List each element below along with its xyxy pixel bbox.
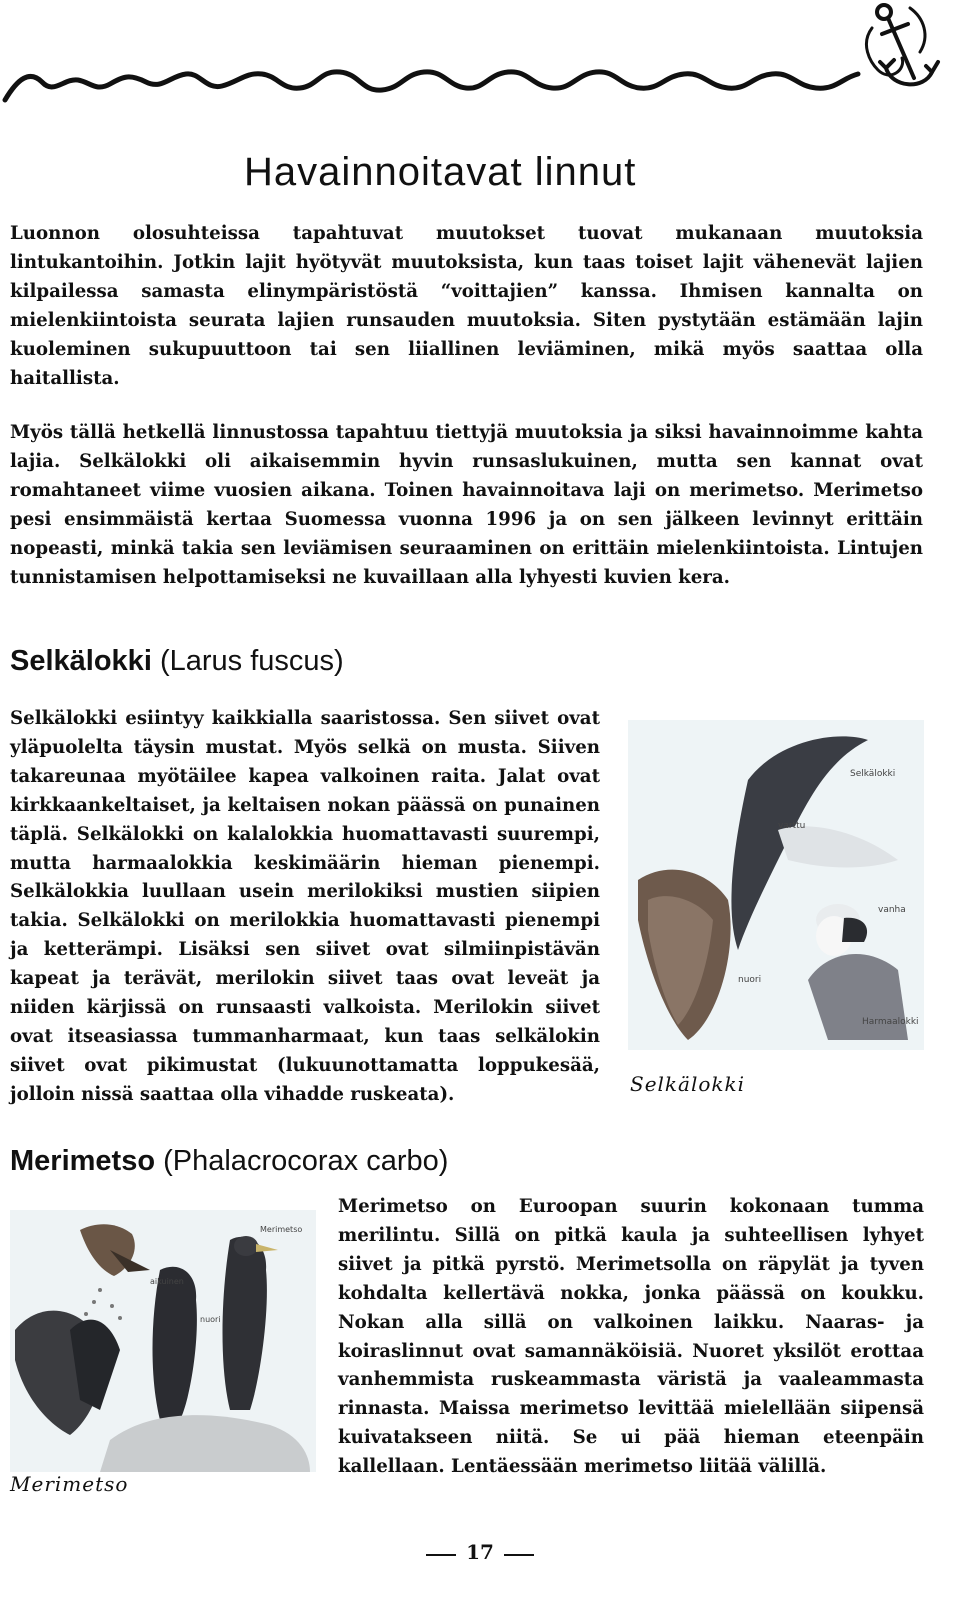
selkalokki-description: Selkälokki esiintyy kaikkialla saaristossa. Sen siivet ovat yläpuolelta täysin mustat. Myös selkä on musta. Siiven takareunaa myötäilee kapea valkoinen raita. Jalat ovat kirkkaankeltaiset, ja keltaisen nokan päässä on punainen täplä. Selkälokki on kalalokkia huomattavasti suurempi, mutta harmaalokkia keskimäärin hieman pienempi. Selkälokkia luullaan usein merilokiksi mustien siipien takia. Selkälokki on merilokkia huomattavasti pienempi ja ketterämpi. Lisäksi sen siivet ovat silmiinpistävän kapeat ja terävät, merilokin siivet taas ovat leveät ja niiden kärjissä on runsaasti valkoista. Merilokin siivet ovat itseasiassa tummanharmaat, kun taas selkälokin siivet ovat pikimustat (lukuunottamatta loppukesää, jolloin nissä saattaa olla vihadde ruskeata).: [10, 708, 600, 1105]
selkalokki-heading: [10, 645, 344, 678]
svg-text:vanha: vanha: [878, 905, 906, 915]
intro-paragraph-1: Luonnon olosuhteissa tapahtuvat muutokset tuovat mukanaan muutoksia lintukantoihin. Jotkin lajit hyötyvät muutoksista, kun taas toiset lajit vähenevät lajien kilpailessa samasta elinympäristöstä “voittajien” kanssa. Ihmisen kannalta on mielenkiintoista seurata lajien runsauden muutoksia. Siten pystytään estämään lajin kuoleminen sukupuuttoon tai sen liiallinen leviäminen, mikä myös saattaa olla haitallista.: [10, 223, 923, 389]
merimetso-illustration: [10, 1210, 316, 1472]
anchor-icon: [866, 5, 938, 84]
svg-text:Merimetso: Merimetso: [260, 1225, 303, 1234]
page-title: Havainnoitavat linnut: [244, 150, 637, 194]
selkalokki-heading-name: Selkälokki: [10, 645, 152, 677]
svg-text:aikuinen: aikuinen: [150, 1277, 184, 1286]
svg-text:Harmaalokki: Harmaalokki: [862, 1017, 919, 1027]
selkalokki-illustration: [628, 720, 924, 1050]
merimetso-heading-name: Merimetso: [10, 1145, 156, 1177]
footer-dash-left: [426, 1554, 456, 1556]
wave-rope-divider: [5, 72, 858, 100]
svg-text:nuori: nuori: [200, 1315, 221, 1324]
merimetso-heading: [10, 1145, 448, 1178]
selkalokki-heading-latin: (Larus fuscus): [159, 645, 344, 677]
page-footer: [420, 1540, 540, 1564]
merimetso-heading-latin: (Phalacrocorax carbo): [163, 1145, 449, 1177]
merimetso-image: [10, 1210, 316, 1472]
svg-text:varttu: varttu: [778, 821, 806, 831]
intro-paragraph-2: Myös tällä hetkellä linnustossa tapahtuu tiettyjä muutoksia ja siksi havainnoimme kahta lajia. Selkälokki oli aikaisemmin hyvin runsaslukuinen, mutta sen kannat ovat romahtaneet viime vuosien aikana. Toinen havainnoitava laji on merimetso. Merimetso pesi ensimmäistä kertaa Suomessa vuonna 1996 ja on sen jälkeen levinnyt erittäin nopeasti, minkä takia sen leviämisen seuraaminen on erittäin mielenkiintoista. Lintujen tunnistamisen helpottamiseksi ne kuvaillaan alla lyhyesti kuvien kera.: [10, 422, 923, 588]
page-number: 17: [466, 1540, 494, 1564]
svg-text:nuori: nuori: [738, 975, 762, 985]
svg-text:Selkälokki: Selkälokki: [850, 769, 896, 779]
merimetso-description: Merimetso on Euroopan suurin kokonaan tumma merilintu. Sillä on pitkä kaula ja suhteellisen lyhyet siivet ja pitkä pyrstö. Merimetsolla on räpylät ja tyven kohdalta kellertävä nokka, jonka päässä on koukku. Nokan alla sillä on valkoinen laikku. Naaras- ja koiraslinnut ovat samannäköisiä. Nuoret yksilöt erottaa vanhemmista ruskeammasta väristä ja vaaleammasta rinnasta. Maissa merimetso levittää mielellään siipensä kuivatakseen niitä. Se ui pää hieman eteenpäin kallellaan. Lentäessään merimetso liitää välillä.: [338, 1196, 924, 1478]
selkalokki-caption: Selkälokki: [630, 1072, 746, 1096]
selkalokki-image: [628, 720, 924, 1050]
merimetso-caption: Merimetso: [10, 1472, 129, 1496]
footer-dash-right: [504, 1554, 534, 1556]
header-decoration: [0, 0, 960, 110]
